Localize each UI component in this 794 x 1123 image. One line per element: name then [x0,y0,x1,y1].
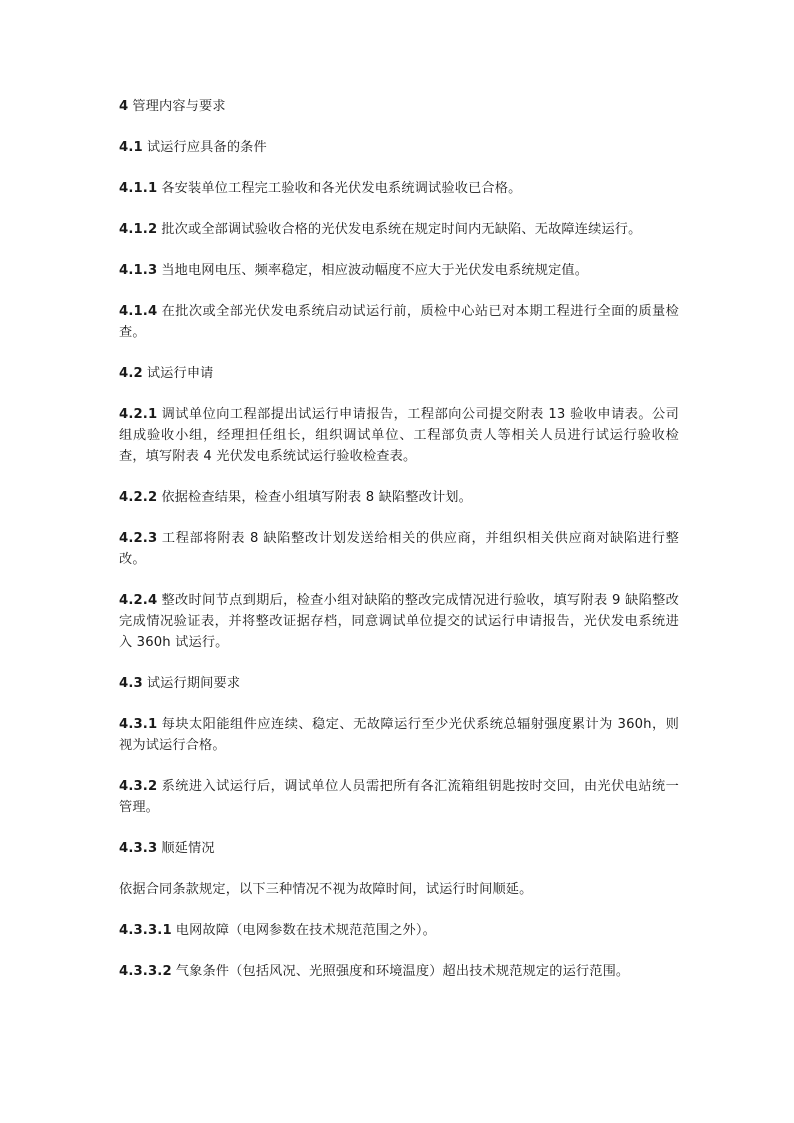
clause-text: 工程部将附表 8 缺陷整改计划发送给相关的供应商，并组织相关供应商对缺陷进行整改。 [119,531,679,567]
body-paragraph [119,879,679,900]
clause-text: 各安装单位工程完工验收和各光伏发电系统调试验收已合格。 [161,181,522,196]
section-number: 4.2 [119,366,143,381]
clause-number: 4.1.4 [119,304,158,319]
clause-4-3-3-2 [119,961,679,982]
section-heading-4-2 [119,363,679,384]
clause-text: 顺延情况 [161,841,215,856]
clause-number: 4.2.3 [119,531,158,546]
section-number: 4.3 [119,676,143,691]
clause-number: 4.1.1 [119,181,158,196]
paragraph-text: 依据合同条款规定，以下三种情况不视为故障时间，试运行时间顺延。 [119,882,533,897]
clause-4-3-3-1 [119,920,679,941]
clause-number: 4.2.1 [119,407,158,422]
section-title: 试运行应具备的条件 [146,140,267,155]
clause-4-1-2 [119,219,679,240]
clause-text: 依据检查结果，检查小组填写附表 8 缺陷整改计划。 [161,490,472,505]
clause-4-2-1 [119,404,679,467]
clause-4-3-1 [119,714,679,756]
clause-4-1-4 [119,301,679,343]
clause-4-1-3 [119,260,679,281]
section-heading-4-1 [119,137,679,158]
clause-4-3-3 [119,838,679,859]
clause-text: 批次或全部调试验收合格的光伏发电系统在规定时间内无缺陷、无故障连续运行。 [161,222,642,237]
clause-text: 电网故障（电网参数在技术规范范围之外）。 [175,923,436,938]
clause-text: 在批次或全部光伏发电系统启动试运行前，质检中心站已对本期工程进行全面的质量检查。 [119,304,679,340]
clause-text: 整改时间节点到期后，检查小组对缺陷的整改完成情况进行验收，填写附表 9 缺陷整改完成情况验证表，并将整改证据存档，同意调试单位提交的试运行申请报告，光伏发电系统进入 360h 试运行。 [119,593,679,650]
section-number: 4 [119,99,129,114]
clause-number: 4.3.1 [119,717,158,732]
clause-text: 系统进入试运行后，调试单位人员需把所有各汇流箱组钥匙按时交回，由光伏电站统一管理。 [119,779,679,815]
clause-number: 4.1.3 [119,263,158,278]
clause-4-2-4 [119,590,679,653]
clause-4-2-2 [119,487,679,508]
section-number: 4.1 [119,140,143,155]
section-title: 管理内容与要求 [132,99,226,114]
section-heading-4 [119,96,679,117]
clause-text: 调试单位向工程部提出试运行申请报告，工程部向公司提交附表 13 验收申请表。公司组成验收小组，经理担任组长，组织调试单位、工程部负责人等相关人员进行试运行验收检查，填写附表 4 光伏发电系统试运行验收检查表。 [119,407,679,464]
clause-text: 当地电网电压、频率稳定，相应波动幅度不应大于光伏发电系统规定值。 [161,263,589,278]
clause-number: 4.3.3.1 [119,923,172,938]
section-title: 试运行申请 [146,366,214,381]
section-title: 试运行期间要求 [146,676,241,691]
clause-number: 4.3.3 [119,841,158,856]
clause-4-1-1 [119,178,679,199]
clause-4-3-2 [119,776,679,818]
section-heading-4-3 [119,673,679,694]
clause-number: 4.1.2 [119,222,158,237]
clause-number: 4.2.4 [119,593,158,608]
clause-text: 气象条件（包括风况、光照强度和环境温度）超出技术规范规定的运行范围。 [175,964,630,979]
clause-text: 每块太阳能组件应连续、稳定、无故障运行至少光伏系统总辐射强度累计为 360h，则视为试运行合格。 [119,717,679,753]
clause-number: 4.3.3.2 [119,964,172,979]
clause-number: 4.3.2 [119,779,158,794]
clause-number: 4.2.2 [119,490,158,505]
clause-4-2-3 [119,528,679,570]
document-body [119,96,679,1002]
